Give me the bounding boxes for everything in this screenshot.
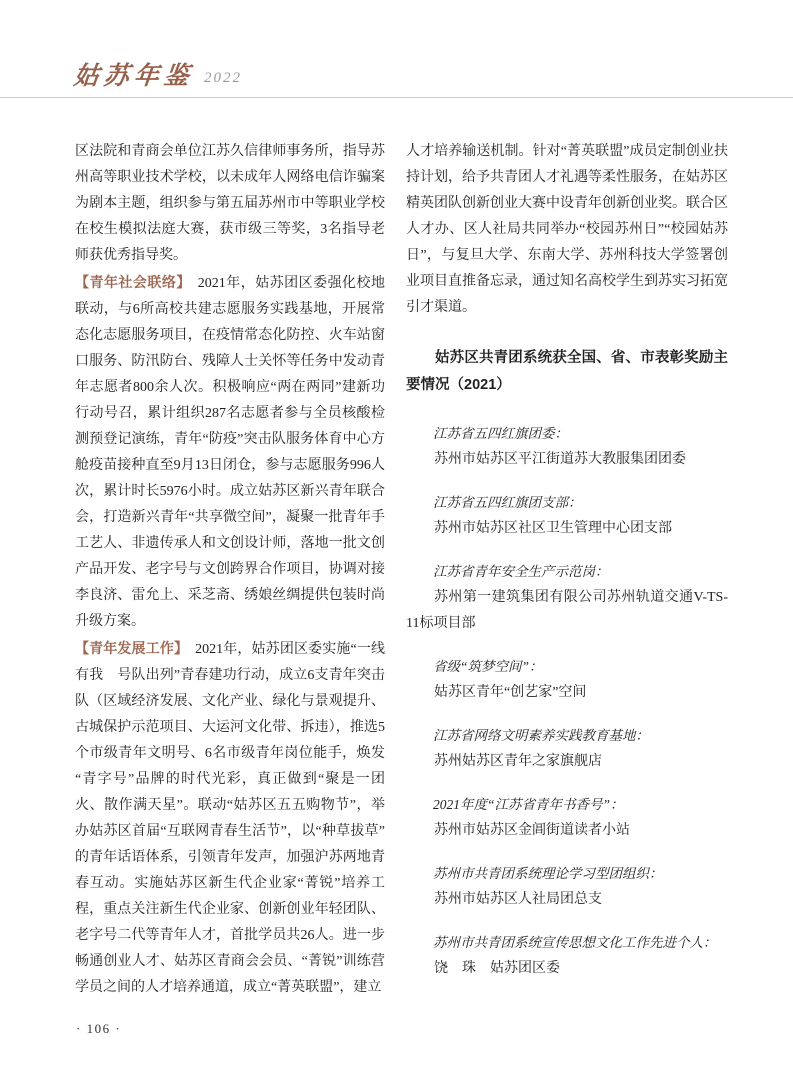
award-category: 省级“筑梦空间”： bbox=[433, 659, 543, 674]
award-recipient: 姑苏区青年“创艺家”空间 bbox=[434, 685, 587, 700]
award-recipient: 饶 珠 姑苏团区委 bbox=[434, 961, 560, 976]
page-header bbox=[74, 56, 242, 92]
entry-youth-social-liaison bbox=[75, 269, 385, 635]
logo-year: 2022 bbox=[204, 70, 243, 86]
award-recipient: 苏州市姑苏区人社局团总支 bbox=[434, 892, 602, 907]
entry-title-bracketed: 【青年社会联络】 bbox=[75, 274, 191, 290]
award-entry bbox=[406, 930, 728, 982]
award-entry bbox=[406, 490, 728, 542]
award-recipient: 苏州第一建筑集团有限公司苏州轨道交通V-TS-11标项目部 bbox=[406, 590, 728, 631]
left-column bbox=[75, 139, 385, 1001]
entry-title-bracketed: 【青年发展工作】 bbox=[75, 640, 189, 656]
award-category: 苏州市共青团系统理论学习型团组织： bbox=[433, 866, 663, 881]
award-category: 苏州市共青团系统宣传思想文化工作先进个人： bbox=[433, 935, 717, 950]
award-entry bbox=[406, 792, 728, 844]
award-entry bbox=[406, 654, 728, 706]
entry-body-text: 2021年，姑苏团区委强化校地联动，与6所高校共建志愿服务实践基地，开展常态化志愿服务项目，在疫情常态化防控、火车站窗口服务、防汛防台、残障人士关怀等任务中发动青年志愿者800余人次。积极响应“两在两同”建新功行动号召，累计组织287名志愿者参与全员核酸检测预登记演练，青年“防疫”突击队服务体育中心方舱疫苗接种直至9月13日闭仓，参与志愿服务996人次，累计时长5976小时。成立姑苏区新兴青年联合会，打造新兴青年“共享微空间”，凝聚一批青年手工艺人、非遗传承人和文创设计师，落地一批文创产品开发、老字号与文创跨界合作项目，协调对接李良济、雷允上、采芝斋、绣娘丝绸提供包装时尚升级方案。 bbox=[75, 276, 386, 629]
award-entry bbox=[406, 559, 728, 637]
right-column bbox=[406, 139, 728, 1001]
paragraph-continued-from-previous-page: 区法院和青商会单位江苏久信律师事务所，指导苏州高等职业技术学校，以未成年人网络电信诈骗案为剧本主题，组织参与第五届苏州市中等职业学校在校生模拟法庭大赛，获市级三等奖，3名指导老师获优秀指导奖。 bbox=[75, 144, 385, 263]
award-recipient: 苏州市姑苏区社区卫生管理中心团支部 bbox=[434, 521, 672, 536]
paragraph-continued-from-left-column: 人才培养输送机制。针对“菁英联盟”成员定制创业扶持计划，给予共青团人才礼遇等柔性服务，在姑苏区精英团队创新创业大赛中设青年创新创业奖。联合区人才办、区人社局共同举办“校园苏州日”“校园姑苏日”，与复旦大学、东南大学、苏州科技大学签署创业项目直推备忘录，通过知名高校学生到苏实习拓宽引才渠道。 bbox=[406, 144, 728, 315]
entry-youth-development-work bbox=[75, 635, 385, 1001]
awards-section-heading: 姑苏区共青团系统获全国、省、市表彰奖励主要情况（2021） bbox=[406, 350, 728, 393]
award-category: 2021年度“江苏省青年书香号”： bbox=[433, 797, 624, 812]
yearbook-logo: 姑苏年鉴 bbox=[72, 63, 196, 90]
award-category: 江苏省五四红旗团委： bbox=[433, 426, 568, 441]
award-entry bbox=[406, 421, 728, 473]
award-recipient: 苏州姑苏区青年之家旗舰店 bbox=[434, 754, 602, 769]
award-category: 江苏省网络文明素养实践教育基地： bbox=[433, 728, 649, 743]
award-category: 江苏省青年安全生产示范岗： bbox=[433, 564, 609, 579]
two-column-text bbox=[75, 139, 728, 1001]
award-entry bbox=[406, 861, 728, 913]
page-number: · 106 · bbox=[76, 1021, 122, 1036]
header-divider bbox=[0, 97, 793, 98]
page-footer bbox=[76, 1021, 121, 1037]
entry-body-text: 2021年，姑苏团区委实施“一线有我 号队出列”青春建功行动，成立6支青年突击队（区域经济发展、文化产业、绿化与景观提升、古城保护示范项目、大运河文化带、拆违），推选5个市级青年文明号、6名市级青年岗位能手，焕发“青字号”品牌的时代光彩，真正做到“聚是一团火、散作满天星”。联动“姑苏区五五购物节”，举办姑苏区首届“互联网青春生活节”，以“种草拔草”的青年话语体系，引领青年发声，加强沪苏两地青春互动。实施姑苏区新生代企业家“菁锐”培养工程，重点关注新生代企业家、创新创业年轻团队、老字号二代等青年人才，首批学员共26人。进一步畅通创业人才、姑苏区青商会会员、“菁锐”训练营学员之间的人才培养通道，成立“菁英联盟”，建立 bbox=[75, 642, 386, 995]
award-recipient: 苏州市姑苏区金阊街道读者小站 bbox=[434, 823, 630, 838]
award-recipient: 苏州市姑苏区平江街道苏大教服集团团委 bbox=[434, 452, 686, 467]
award-category: 江苏省五四红旗团支部： bbox=[433, 495, 582, 510]
award-entry bbox=[406, 723, 728, 775]
